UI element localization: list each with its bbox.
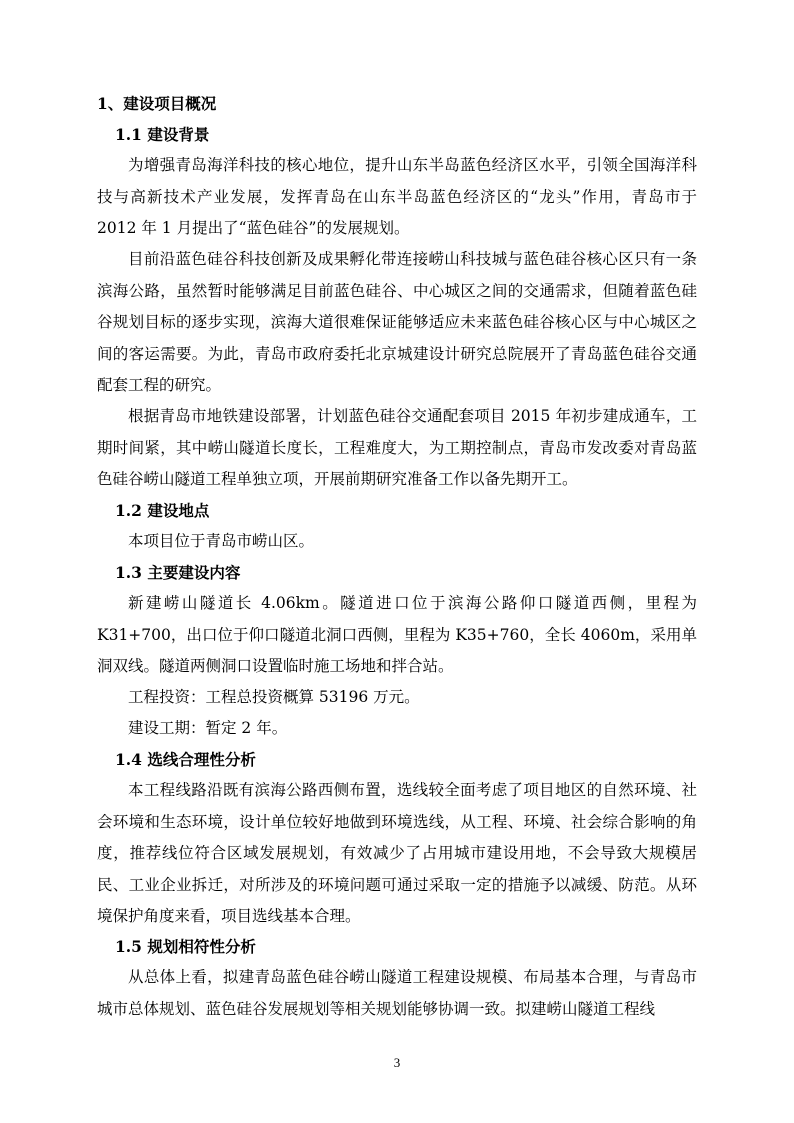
section-1-1-paragraph-2: 目前沿蓝色硅谷科技创新及成果孵化带连接崂山科技城与蓝色硅谷核心区只有一条滨海公路，虽然暂时能够满足目前蓝色硅谷、中心城区之间的交通需求，但随着蓝色硅谷规划目标的逐步实现，滨海大道很难保证能够适应未来蓝色硅谷核心区与中心城区之间的客运需要。为此，青岛市政府委托北京城建设计研究总院展开了青岛蓝色硅谷交通配套工程的研究。 [97, 250, 697, 394]
section-1-3-title: 1.3 主要建设内容 [115, 563, 241, 582]
section-1-3-paragraph-2: 工程投资：工程总投资概算 53196 万元。 [128, 688, 420, 706]
section-1-1-title: 1.1 建设背景 [115, 125, 210, 144]
section-1-2-paragraph: 本项目位于青岛市崂山区。 [128, 532, 315, 550]
page-number: 3 [393, 1055, 401, 1070]
section-1-1-paragraph-1: 为增强青岛海洋科技的核心地位，提升山东半岛蓝色经济区水平，引领全国海洋科技与高新技术产业发展，发挥青岛在山东半岛蓝色经济区的“龙头”作用，青岛市于 2012 年 1 月提出了“蓝色硅谷”的发展规划。 [97, 156, 697, 237]
section-1-5-title: 1.5 规划相符性分析 [115, 937, 256, 956]
section-1-title: 1、建设项目概况 [97, 94, 217, 113]
section-1-3-paragraph-1: 新建崂山隧道长 4.06km。隧道进口位于滨海公路仰口隧道西侧，里程为 K31+700，出口位于仰口隧道北洞口西侧，里程为 K35+760，全长 4060m，采用单洞双线。隧道两侧洞口设置临时施工场地和拌合站。 [97, 594, 697, 675]
section-1-5-paragraph: 从总体上看，拟建青岛蓝色硅谷崂山隧道工程建设规模、布局基本合理，与青岛市城市总体规划、蓝色硅谷发展规划等相关规划能够协调一致。拟建崂山隧道工程线 [97, 968, 697, 1018]
section-1-3-paragraph-3: 建设工期：暂定 2 年。 [128, 719, 288, 737]
section-1-4-title: 1.4 选线合理性分析 [115, 750, 256, 769]
section-1-2-title: 1.2 建设地点 [115, 501, 210, 520]
section-1-4-paragraph: 本工程线路沿既有滨海公路西侧布置，选线较全面考虑了项目地区的自然环境、社会环境和生态环境，设计单位较好地做到环境选线，从工程、环境、社会综合影响的角度，推荐线位符合区域发展规划，有效减少了占用城市建设用地，不会导致大规模居民、工业企业拆迁，对所涉及的环境问题可通过采取一定的措施予以减缓、防范。从环境保护角度来看，项目选线基本合理。 [97, 781, 697, 925]
section-1-1-paragraph-3: 根据青岛市地铁建设部署，计划蓝色硅谷交通配套项目 2015 年初步建成通车，工期时间紧，其中崂山隧道长度长，工程难度大，为工期控制点，青岛市发改委对青岛蓝色硅谷崂山隧道工程单独立项，开展前期研究准备工作以备先期开工。 [97, 407, 697, 488]
